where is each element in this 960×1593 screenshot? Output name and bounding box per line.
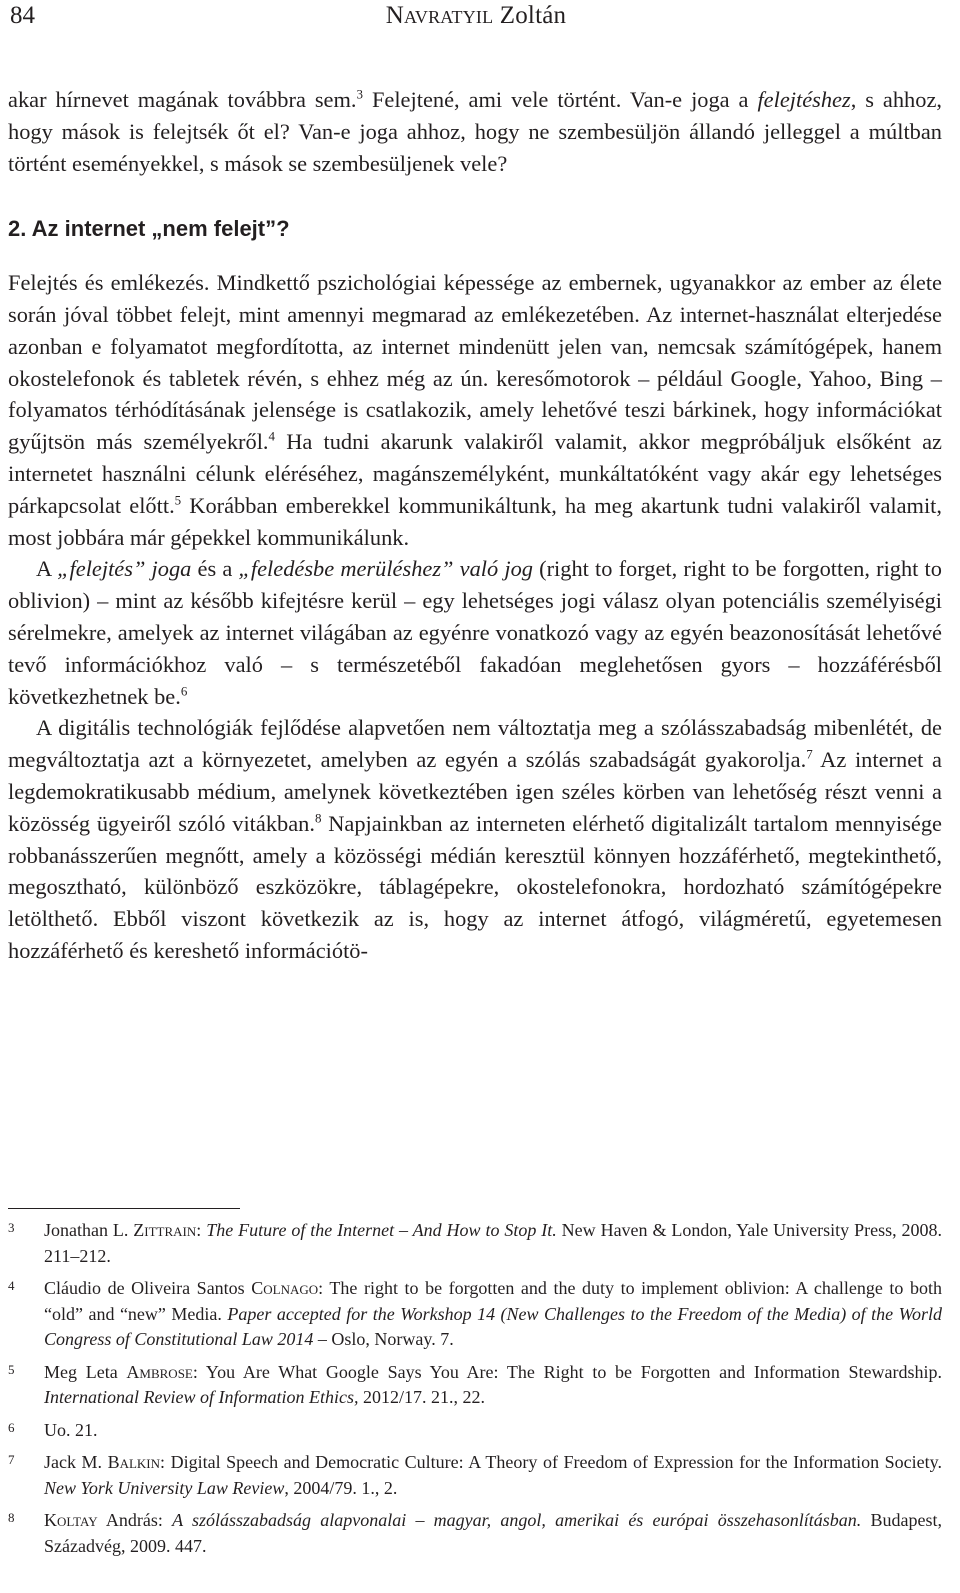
text-run: Korábban emberekkel kommunikáltunk, ha meg akartunk tudni valakiről valamit, most jobbára már gépekkel kommunikálunk. [8, 492, 942, 550]
footnote [8, 1276, 942, 1353]
footnotes [8, 1218, 942, 1566]
paragraph-4 [8, 712, 942, 966]
footnote-ref: 6 [180, 683, 188, 699]
text-run: (right to forget, right to be forgotten, right to oblivion) – mint az később kifejtésre kerül – egy lehetséges jogi válasz olyan potenciális személyiségi sérelmekre, amelyek az internet világában az egyénre vonatkozó vagy az egyén beazonosítását lehetővé tevő információkhoz való – s természetéből fakadóan meglehetősen gyors – hozzáférésből következhetnek be. [8, 556, 942, 709]
text-run: Cláudio de Oliveira Santos [44, 1278, 252, 1298]
text-run: , 2004/79. 1., 2. [284, 1477, 398, 1498]
text-run: : You Are What Google Says You Are: The Right to be Forgotten and Information Stewardship. [192, 1361, 943, 1382]
footnote-ref: 3 [356, 86, 363, 102]
paragraph-2 [8, 267, 942, 553]
text-run: New Haven & London, Yale University Press, 2008. 211–212. [44, 1220, 942, 1266]
italic-run: International Review of Information Ethics, [44, 1387, 359, 1407]
author-surname: Colnago [251, 1278, 319, 1298]
text-run: , s ahhoz, hogy mások is felejtsék őt el? Van-e joga ahhoz, hogy ne szembesüljön állandó jelleggel a múltban történt eseményekkel, s mások se szembesüljenek vele? [8, 87, 942, 176]
footnote [8, 1508, 942, 1559]
section-heading: 2. Az internet „nem felejt”? [8, 216, 290, 242]
text-run: és a [191, 556, 239, 582]
footnote [8, 1218, 942, 1269]
footnote-number: 7 [8, 1452, 15, 1467]
italic-run: The Future of the Internet – And How to Stop It. [206, 1220, 557, 1240]
text-run: A [36, 556, 58, 582]
footnote-ref: 5 [174, 492, 182, 508]
footnote-number: 4 [8, 1278, 15, 1293]
footnote-ref: 7 [806, 746, 813, 762]
text-run: Felejtené, ami vele történt. Van-e joga a [363, 87, 758, 112]
author-surname: Ambrose [126, 1361, 193, 1382]
text-run: Jack M. [44, 1452, 108, 1472]
footnote-number: 5 [8, 1361, 15, 1377]
running-header [10, 0, 942, 36]
footnote-number: 6 [8, 1419, 15, 1435]
text-run: : Digital Speech and Democratic Culture: A Theory of Freedom of Expression for the Information Society. [160, 1452, 942, 1472]
text-run: Meg Leta [44, 1361, 127, 1382]
text-run: 2012/17. 21., 22. [358, 1387, 485, 1407]
footnote-number: 8 [8, 1510, 15, 1525]
italic-run: „feledésbe merüléshez” való jog [238, 556, 533, 582]
paragraph-3 [8, 553, 942, 712]
author-surname: Koltay [44, 1510, 98, 1530]
author-surname: Navratyil [385, 2, 494, 29]
text-run: akar hírnevet magának továbbra sem. [8, 87, 357, 112]
italic-run: New York University Law Review [44, 1477, 285, 1498]
footnote-ref: 8 [314, 810, 322, 826]
run-in-heading: Felejtés és emlékezés. [8, 270, 210, 296]
text-run: – Oslo, Norway. 7. [313, 1329, 454, 1349]
footnote [8, 1450, 942, 1501]
paragraph-1 [8, 84, 942, 179]
running-title [10, 2, 942, 30]
text-run: Az internet a legdemokratikusabb médium, amelynek következtében igen széles körben van lehetőség részt venni a közösség ügyeiről szóló vitákban. [8, 747, 942, 836]
text-run: András: [97, 1510, 173, 1530]
author-given-name: Zoltán [499, 2, 567, 29]
text-run: A digitális technológiák fejlődése alapvetően nem változtatja meg a szólásszabadság mibenlétét, de megváltoztatja azt a környezetet, amelyben az egyén a szólás szabadságát gyakorolja. [8, 715, 942, 773]
footnote-ref: 4 [268, 428, 276, 444]
text-run: Ha tudni akarunk valakiről valamit, akkor megpróbáljuk elsőként az internetet használni célunk eléréséhez, magánszemélyként, munkáltatóként vagy akár egy lehetséges párkapcsolat előtt. [8, 429, 942, 518]
page-number: 84 [10, 2, 35, 29]
italic-run: „felejtés” joga [57, 556, 192, 582]
text-run: Budapest, Századvég, 2009. 447. [44, 1510, 942, 1556]
text-run: Napjainkban az interneten elérhető digitalizált tartalom mennyisége robbanásszerűen megnőtt, amely a közösségi médián keresztül könnyen hozzáférhető, megtekinthető, megosztható, különböző eszközökre, táblagépekre, okostelefonokra, hordozható számítógépekre letölthető. Ebből viszont következik az is, hogy az internet átfogó, világméretű, egyetemesen hozzáférhető és kereshető információtö- [8, 810, 942, 963]
text-run: Uo. 21. [44, 1419, 98, 1440]
author-surname: Balkin [107, 1452, 161, 1472]
footnote [8, 1360, 942, 1411]
footnote-separator [8, 1208, 240, 1209]
text-run: Jonathan L. [44, 1220, 134, 1240]
body-text [8, 84, 942, 967]
italic-run: felejtéshez [757, 87, 851, 112]
text-run: : [196, 1220, 207, 1240]
italic-run: Paper accepted for the Workshop 14 (New Challenges to the Freedom of the Media) of the World Congress of Constitutional Law 2014 [44, 1303, 942, 1349]
text-run: : The right to be forgotten and the duty to implement oblivion: A challenge to both “old” and “new” Media. [44, 1278, 942, 1324]
text-run: Mindkettő pszichológiai képessége az embernek, ugyanakkor az ember az élete során jóval többet felejt, mint amennyi megmarad az emlékezetében. Az internet-használat elterjedése azonban e folyamatot megfordította, az internet mindenütt jelen van, nemcsak számítógépek, hanem okostelefonok és tabletek révén, s ehhez még az ún. keresőmotorok – például Google, Yahoo, Bing – folyamatos térhódításának jelensége is csatlakozik, amely lehetővé teszi bárkinek, hogy információkat gyűjtsön más személyekről. [8, 270, 942, 455]
italic-run: A szólásszabadság alapvonalai – magyar, angol, amerikai és európai összehasonlításban. [172, 1510, 862, 1530]
footnote [8, 1418, 942, 1444]
footnote-number: 3 [8, 1220, 15, 1235]
author-surname: Zittrain [133, 1220, 197, 1240]
